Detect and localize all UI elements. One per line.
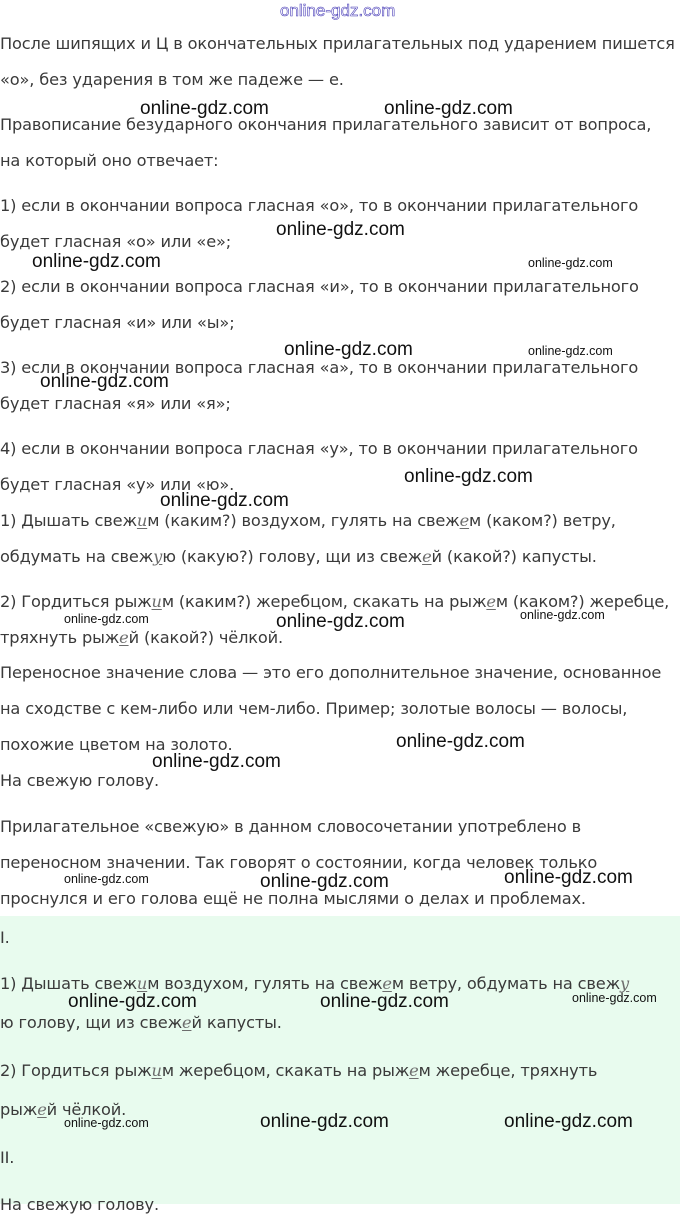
watermark: online-gdz.com — [572, 991, 657, 1005]
highlighted-letter: е — [182, 1013, 192, 1032]
case-1-line-2: будет гласная «о» или «е»; — [0, 232, 232, 251]
example-2-line-1: 2) Гордиться рыжим (каким?) жеребцом, скакать на рыжем (каком?) жеребце, — [0, 592, 670, 611]
watermark: online-gdz.com — [284, 339, 413, 360]
highlighted-letter: у — [620, 974, 630, 993]
highlighted-letter: е — [422, 547, 432, 566]
watermark: online-gdz.com — [404, 466, 533, 487]
header-watermark[interactable]: online-gdz.com — [280, 1, 396, 20]
case-4-line-1: 4) если в окончании вопроса гласная «у», то в окончании прилагательного — [0, 439, 638, 458]
meaning-line-2: на сходстве с кем-либо или чем-либо. Пример; золотые волосы — волосы, — [0, 699, 628, 718]
case-3-line-2: будет гласная «я» или «я»; — [0, 394, 231, 413]
highlighted-letter: и — [151, 592, 162, 611]
watermark: online-gdz.com — [64, 612, 149, 626]
case-4-line-2: будет гласная «у» или «ю». — [0, 475, 235, 494]
watermark: online-gdz.com — [68, 991, 197, 1012]
answer-2-line-1: 2) Гордиться рыжим жеребцом, скакать на рыжем жеребце, тряхнуть — [0, 1061, 598, 1080]
watermark: online-gdz.com — [320, 991, 449, 1012]
meaning-line-7: проснулся и его голова ещё не полна мыслями о делах и проблемах. — [0, 889, 586, 908]
meaning-line-3: похожие цветом на золото. — [0, 735, 233, 754]
meaning-line-5: Прилагательное «свежую» в данном словосочетании употреблено в — [0, 817, 581, 836]
watermark: online-gdz.com — [396, 731, 525, 752]
highlighted-letter: е — [486, 592, 496, 611]
case-2-line-1: 2) если в окончании вопроса гласная «и», то в окончании прилагательного — [0, 277, 639, 296]
intro-line-1: Правописание безударного окончания прилагательного зависит от вопроса, — [0, 115, 652, 134]
roman-numeral-1: I. — [0, 928, 10, 947]
highlighted-letter: и — [136, 974, 148, 993]
highlighted-letter: е — [119, 628, 129, 647]
highlighted-letter: е — [37, 1100, 47, 1119]
watermark: online-gdz.com — [528, 256, 613, 270]
answer-2-line-2: рыжей чёлкой. — [0, 1100, 127, 1119]
watermark: online-gdz.com — [140, 98, 269, 119]
example-2-line-2: тряхнуть рыжей (какой?) чёлкой. — [0, 628, 284, 647]
intro-line-2: на который оно отвечает: — [0, 151, 219, 170]
watermark: online-gdz.com — [276, 219, 405, 240]
highlighted-letter: е — [382, 974, 392, 993]
answer-1-line-1: 1) Дышать свежим воздухом, гулять на свежем ветру, обдумать на свежу — [0, 974, 630, 993]
highlighted-letter: и — [136, 511, 148, 530]
watermark: online-gdz.com — [276, 611, 405, 632]
highlighted-letter: и — [151, 1061, 162, 1080]
case-2-line-2: будет гласная «и» или «ы»; — [0, 313, 235, 332]
example-1-line-2: обдумать на свежую (какую?) голову, щи из свежей (какой?) капусты. — [0, 547, 597, 566]
answer-1-line-2: ю голову, щи из свежей капусты. — [0, 1013, 282, 1032]
case-3-line-1: 3) если в окончании вопроса гласная «а», то в окончании прилагательного — [0, 358, 639, 377]
watermark: online-gdz.com — [260, 871, 389, 892]
meaning-line-6: переносном значении. Так говорят о состоянии, когда человек только — [0, 853, 598, 872]
watermark: online-gdz.com — [64, 1116, 149, 1130]
watermark: online-gdz.com — [504, 867, 633, 888]
highlighted-letter: е — [459, 511, 470, 530]
watermark: online-gdz.com — [40, 371, 169, 392]
answer-cut-line: На свежую голову. — [0, 1195, 159, 1214]
watermark: online-gdz.com — [152, 751, 281, 772]
case-1-line-1: 1) если в окончании вопроса гласная «о», то в окончании прилагательного — [0, 196, 639, 215]
watermark: online-gdz.com — [528, 344, 613, 358]
watermark: online-gdz.com — [520, 608, 605, 622]
watermark: online-gdz.com — [504, 1111, 633, 1132]
watermark: online-gdz.com — [64, 872, 149, 886]
rule-line-1: После шипящих и Ц в окончательных прилагательных под ударением пишется — [0, 34, 675, 53]
rule-line-2: «о», без ударения в том же падеже — е. — [0, 70, 344, 89]
watermark: online-gdz.com — [32, 251, 161, 272]
meaning-line-1: Переносное значение слова — это его дополнительное значение, основанное — [0, 663, 662, 682]
example-1-line-1: 1) Дышать свежим (каким?) воздухом, гулять на свежем (каком?) ветру, — [0, 511, 616, 530]
meaning-line-4: На свежую голову. — [0, 771, 159, 790]
highlighted-letter: у — [153, 547, 163, 566]
watermark: online-gdz.com — [384, 98, 513, 119]
highlighted-letter: е — [409, 1061, 419, 1080]
watermark: online-gdz.com — [260, 1111, 389, 1132]
roman-numeral-2: II. — [0, 1148, 15, 1167]
watermark: online-gdz.com — [160, 490, 289, 511]
